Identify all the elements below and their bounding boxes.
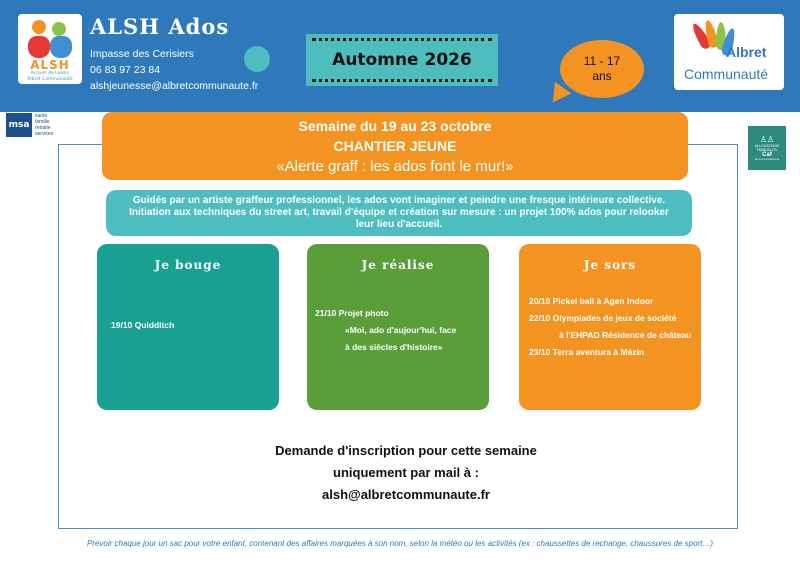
caf-logo-line2: Caf [762,151,772,158]
signup-line1: Demande d'inscription pour cette semaine [275,443,537,458]
activity-line: 22/10 Olympiades de jeux de société [529,313,677,323]
card-title: Je réalise [361,258,435,272]
signup-info [196,440,616,506]
msa-logo [6,112,70,138]
signup-email[interactable]: alsh@albretcommunaute.fr [322,487,490,502]
alsh-logo-word: ALSH [30,58,70,72]
contact-email: alshjeunesse@albretcommunaute.fr [90,80,259,92]
msa-word: famille [35,119,50,125]
footer-note: Prévoir chaque jour un sac pour votre enfant, contenant des affaires marquées à son nom, selon la météo ou les activités (ex : chaussettes de rechange, chaussures de sport…) [86,539,714,548]
albret-logo-line1: Albret [726,44,767,60]
description-text: Guidés par un artiste graffeur professionnel, les ados vont imaginer et peindre une fresque intérieure collective. Initiation aux techniques du street art, travail d'équipe et création sur mesure : un projet 100% ados pour relooker leur lieu d'accueil. [129,195,669,230]
address: Impasse des Cerisiers [90,48,194,60]
age-range: 11 - 17 [583,54,621,68]
alsh-logo-sub1: Accueil de Loisirs [30,71,70,76]
season-badge [306,34,498,86]
activity-line: «Moi, ado d'aujour'hui, face [345,325,457,335]
albret-logo [674,14,784,90]
page-title: ALSH Ados [90,14,230,39]
activity-line: 21/10 Projet photo [315,308,389,318]
phone: 06 83 97 23 84 [90,64,161,76]
week-theme: «Alerte graff : les ados font le mur!» [276,157,514,175]
card-je-bouge [97,244,279,410]
caf-logo-line3: du Lot-et-Garonne [754,156,780,161]
msa-word: santé [35,113,48,119]
description-box [106,190,692,236]
card-je-realise [307,244,489,410]
card-je-sors [519,244,701,410]
card-title: Je bouge [154,258,222,272]
age-unit: ans [592,69,612,83]
caf-logo [748,126,786,170]
card-title: Je sors [583,258,637,272]
week-dates: Semaine du 19 au 23 octobre [298,117,492,134]
activity-line: 20/10 Pickel ball à Agen Indoor [529,296,654,306]
msa-word: services [35,131,54,137]
albret-logo-line2: Communauté [684,66,769,82]
week-program: CHANTIER JEUNE [333,137,457,154]
activity-line: à des siècles d'histoire» [345,342,443,352]
msa-logo-mark: msa [6,113,32,137]
caf-logo-line1: ALLOCATIONS FAMILIALES [754,143,780,152]
season-label: Automne 2026 [332,50,472,70]
decorative-dot [244,46,270,72]
alsh-logo [18,14,82,84]
msa-word: retraite [35,125,51,131]
signup-line2: uniquement par mail à : [333,465,479,480]
alsh-logo-sub2: Albret Communauté [27,77,73,82]
age-bubble [560,40,644,98]
activity-line: 19/10 Quidditch [111,320,175,330]
week-banner [102,112,688,180]
activity-line: 23/10 Terra aventura à Mézin [529,347,645,357]
family-icon: ♙♙ [759,134,775,144]
activity-line: à l'EHPAD Résidence de château [559,330,692,340]
